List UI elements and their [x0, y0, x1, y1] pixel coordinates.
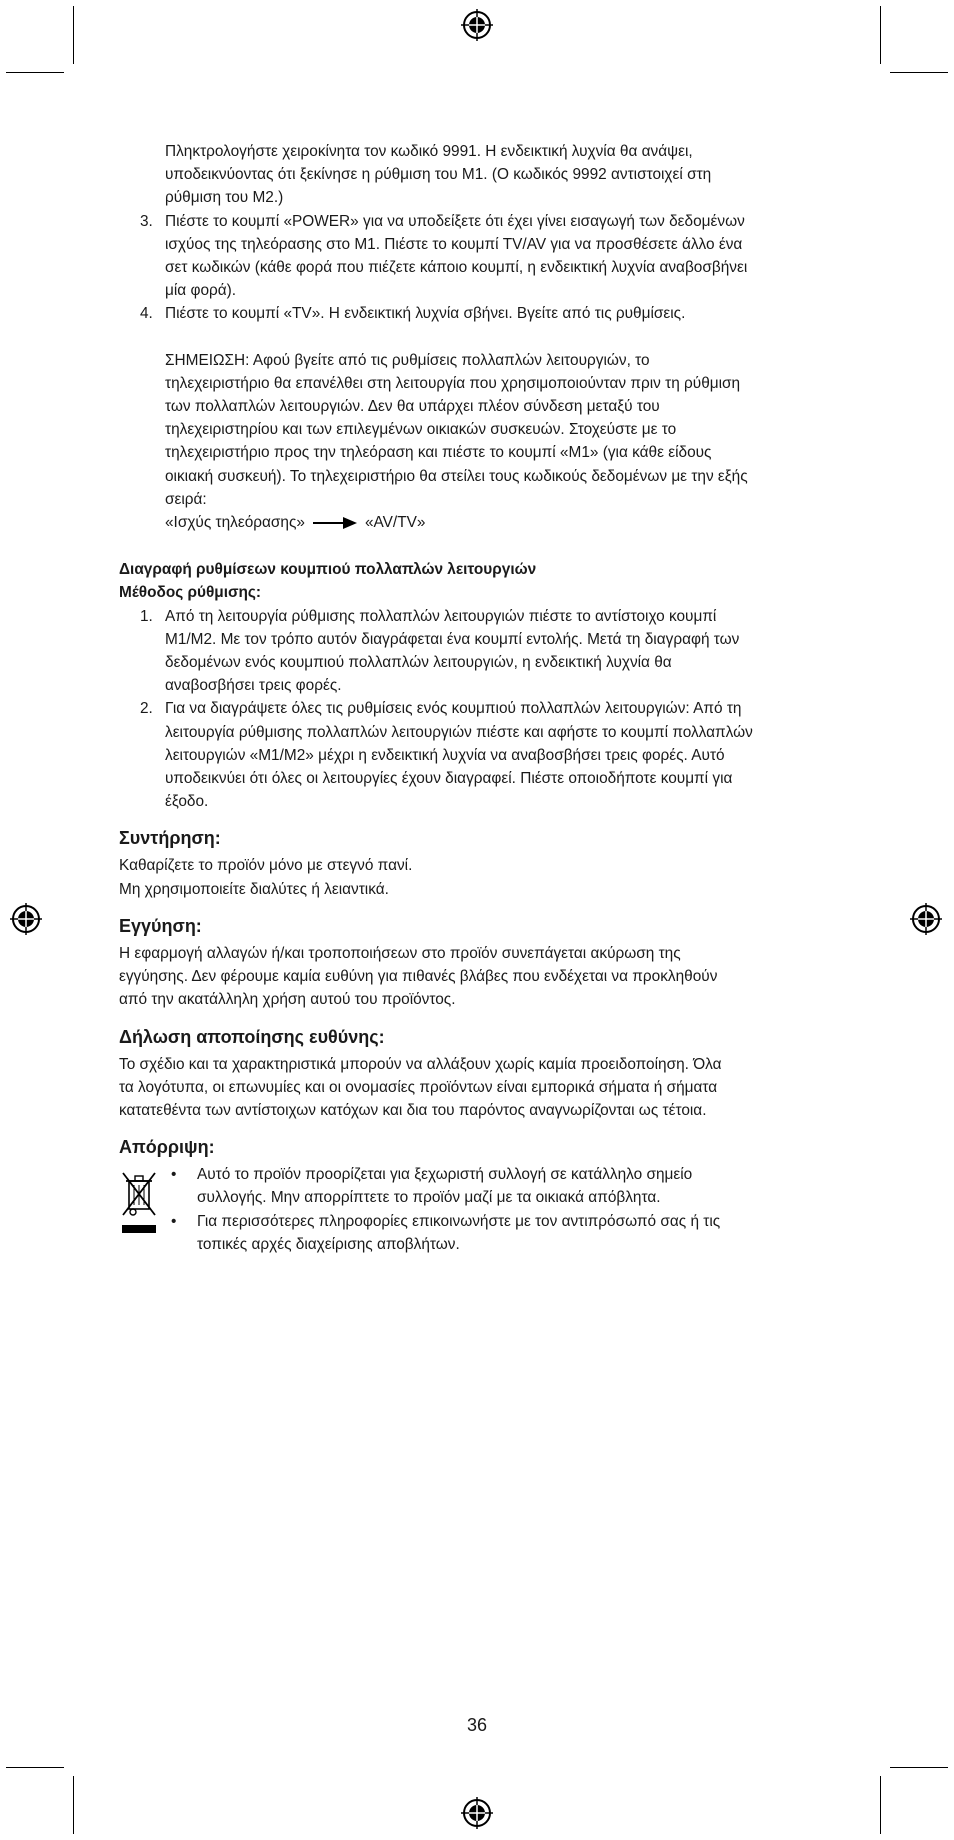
- note-paragraph: [139, 349, 819, 535]
- text-line: τα λογότυπα, οι επωνυμίες και οι ονομασίες προϊόντων είναι εμπορικά σήματα ή σήματα: [119, 1078, 718, 1096]
- text-line: τηλεχειριστηρίου και των επιλεγμένων οικιακών συσκευών. Στοχεύστε με το: [165, 421, 677, 439]
- crop-mark: [880, 6, 881, 64]
- text-line: τηλεχειριστήριο θα επανέλθει στη λειτουργία που χρησιμοποιούνταν πριν τη ρύθμιση: [165, 374, 741, 392]
- text-line: Πληκτρολογήστε χειροκίνητα τον κωδικό 9991. Η ενδεικτική λυχνία θα ανάψει,: [165, 143, 693, 160]
- text-line: υποδεικνύοντας ότι ξεκίνησε η ρύθμιση του M1. (Ο κωδικός 9992 αντιστοιχεί στη: [165, 166, 712, 184]
- warranty-section: [119, 915, 819, 1012]
- crop-mark: [73, 1776, 74, 1834]
- crop-mark: [73, 6, 74, 64]
- text-line: Πιέστε το κουμπί «TV». Η ενδεικτική λυχνία σβήνει. Βγείτε από τις ρυθμίσεις.: [165, 305, 686, 323]
- list-item: [139, 210, 819, 303]
- list-item: [139, 697, 819, 813]
- list-item: [139, 605, 819, 698]
- list-number: 1.: [140, 607, 153, 625]
- text-line: από την ακατάλληλη χρήση αυτού του προϊόντος.: [119, 991, 456, 1009]
- arrow-right-icon: [313, 517, 357, 529]
- text-line: των πολλαπλών λειτουργιών. Δεν θα υπάρχει πλέον σύνδεση μεταξύ του: [165, 398, 660, 416]
- section-heading: Δήλωση αποποίησης ευθύνης:: [119, 1026, 385, 1047]
- text-line: τηλεχειριστήριο προς την τηλεόραση και πιέστε το κουμπί «M1» (για κάθε είδους: [165, 444, 712, 462]
- text-line: Μη χρησιμοποιείτε διαλύτες ή λειαντικά.: [119, 880, 389, 898]
- text-line: Καθαρίζετε το προϊόν μόνο με στεγνό πανί.: [119, 857, 413, 875]
- crop-mark: [890, 72, 948, 73]
- crop-mark: [880, 1776, 881, 1834]
- text-line: δεδομένων ενός κουμπιού πολλαπλών λειτουργιών, η ενδεικτική λυχνία θα: [165, 654, 672, 672]
- crop-mark: [890, 1767, 948, 1768]
- registration-mark-icon: [461, 9, 493, 41]
- list-number: 4.: [140, 305, 153, 323]
- text-line: Το σχέδιο και τα χαρακτηριστικά μπορούν να αλλάξουν χωρίς καμία προειδοποίηση. Όλα: [119, 1055, 722, 1073]
- bullet-glyph: •: [171, 1212, 177, 1230]
- text-line: οικιακή συσκευή). Το τηλεχειριστήριο θα στείλει τους κωδικούς δεδομένων με την εξής: [165, 467, 748, 485]
- text-line: κατατεθέντα των αντίστοιχων κατόχων και δια του παρόντος αναγνωρίζονται ως τέτοια.: [119, 1101, 707, 1119]
- text-line: υποδεικνύει ότι όλες οι λειτουργίες έχουν διαγραφεί. Πιέστε οποιοδήποτε κουμπί για: [165, 770, 733, 788]
- section-heading: Συντήρηση:: [119, 828, 221, 849]
- registration-mark-icon: [10, 903, 42, 935]
- registration-mark-icon: [910, 903, 942, 935]
- disposal-section: [119, 1136, 819, 1256]
- text-line: έξοδο.: [165, 793, 209, 811]
- list-item: [171, 1210, 819, 1256]
- disclaimer-section: [119, 1026, 819, 1123]
- text-line: Για περισσότερες πληροφορίες επικοινωνήστε με τον αντιπρόσωπό σας ή τις: [197, 1212, 721, 1230]
- list-item: [171, 1163, 819, 1209]
- text-line: λειτουργιών «M1/M2» μέχρι η ενδεικτική λυχνία να αναβοσβήσει τρεις φορές. Αυτό: [165, 746, 725, 764]
- weee-crossed-bin-icon: [119, 1169, 159, 1237]
- continuation-paragraph: [139, 140, 819, 210]
- text-line: Πιέστε το κουμπί «POWER» για να υποδείξετε ότι έχει γίνει εισαγωγή των δεδομένων: [165, 212, 745, 230]
- list-item: [139, 302, 819, 325]
- text-line: σειρά:: [165, 490, 207, 508]
- text-line: Η εφαρμογή αλλαγών ή/και τροποποιήσεων στο προϊόν συνεπάγεται ακύρωση της: [119, 944, 681, 962]
- disposal-list: [119, 1163, 819, 1256]
- text-line: Για να διαγράψετε όλες τις ρυθμίσεις ενός κουμπιού πολλαπλών λειτουργιών: Από τη: [165, 700, 742, 718]
- crop-mark: [6, 72, 64, 73]
- text-line: αναβοσβήσει τρεις φορές.: [165, 677, 342, 695]
- sequence-from: «Ισχύς τηλεόρασης»: [165, 514, 305, 532]
- text-line: Από τη λειτουργία ρύθμισης πολλαπλών λειτουργιών πιέστε το αντίστοιχο κουμπί: [165, 607, 717, 625]
- maintenance-section: [119, 827, 819, 900]
- text-line: μία φορά).: [165, 282, 237, 300]
- list-number: 2.: [140, 700, 153, 718]
- text-line: τοπικές αρχές διαχείρισης αποβλήτων.: [197, 1235, 460, 1253]
- sequence-to: «AV/TV»: [364, 514, 426, 532]
- list-number: 3.: [140, 212, 153, 230]
- text-line: ισχύος της τηλεόρασης στο M1. Πιέστε το κουμπί TV/AV για να προσθέσετε άλλο ένα: [165, 235, 743, 253]
- section-subtitle: Μέθοδος ρύθμισης:: [119, 584, 262, 602]
- crop-mark: [6, 1767, 64, 1768]
- text-line: ΣΗΜΕΙΩΣΗ: Αφού βγείτε από τις ρυθμίσεις πολλαπλών λειτουργιών, το: [165, 351, 650, 369]
- section-heading: Εγγύηση:: [119, 915, 202, 936]
- text-line: Αυτό το προϊόν προορίζεται για ξεχωριστή συλλογή σε κατάλληλο σημείο: [197, 1166, 693, 1184]
- bullet-glyph: •: [171, 1166, 177, 1184]
- text-line: M1/M2. Με τον τρόπο αυτόν διαγράφεται ένα κουμπί εντολής. Μετά τη διαγραφή των: [165, 630, 740, 648]
- section-heading: Απόρριψη:: [119, 1137, 215, 1158]
- text-line: σετ κωδικών (κάθε φορά που πιέζετε κάποιο κουμπί, η ενδεικτική λυχνία αναβοσβήνει: [165, 259, 748, 277]
- text-line: ρύθμιση του M2.): [165, 189, 284, 207]
- text-line: συλλογής. Μην απορρίπτετε το προϊόν μαζί με τα οικιακά απόβλητα.: [197, 1189, 661, 1207]
- text-line: εγγύησης. Δεν φέρουμε καμία ευθύνη για πιθανές βλάβες που ενδέχεται να προκληθούν: [119, 968, 718, 986]
- document-body: [119, 140, 819, 1256]
- text-line: λειτουργία ρύθμισης πολλαπλών λειτουργιών πιέστε και αφήστε το κουμπί πολλαπλών: [165, 723, 753, 741]
- registration-mark-icon: [461, 1797, 493, 1829]
- signal-sequence: [165, 511, 425, 534]
- section-title: Διαγραφή ρυθμίσεων κουμπιού πολλαπλών λειτουργιών: [119, 561, 537, 579]
- page-number: 36: [466, 1715, 488, 1735]
